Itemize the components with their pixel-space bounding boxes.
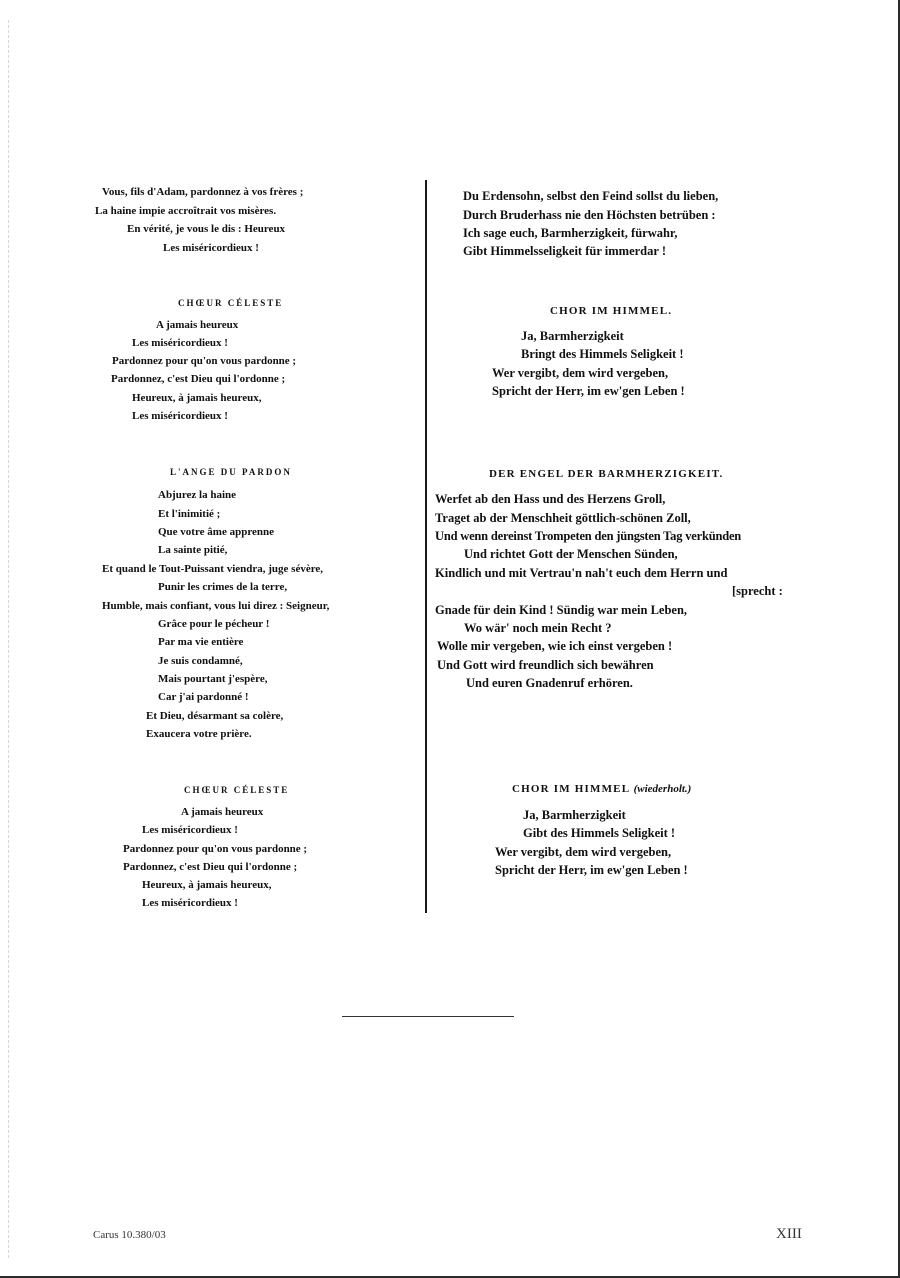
verse-line: Punir les crimes de la terre, <box>158 581 288 593</box>
verse-line: La haine impie accroîtrait vos misères. <box>95 205 277 217</box>
verse-line: A jamais heureux <box>181 806 264 818</box>
german-choir-heading-1: CHOR IM HIMMEL. <box>550 305 673 317</box>
verse-line: Je suis condamné, <box>158 655 243 667</box>
verse-line: Und wenn dereinst Trompeten den jüngsten Tag verkünden <box>435 529 742 543</box>
left-binding-edge <box>8 20 9 1258</box>
verse-line: Traget ab der Menschheit göttlich-schönen Zoll, <box>435 511 691 525</box>
heading-text: CHOR IM HIMMEL <box>512 783 630 795</box>
verse-line: Exaucera votre prière. <box>146 728 252 740</box>
verse-line: Pardonnez, c'est Dieu qui l'ordonne ; <box>111 373 286 385</box>
verse-line: Gnade für dein Kind ! Sündig war mein Leben, <box>435 603 688 617</box>
verse-line: Ja, Barmherzigkeit <box>523 808 626 822</box>
verse-line: Que votre âme apprenne <box>158 526 274 538</box>
verse-line: Les miséricordieux ! <box>132 410 228 422</box>
catalog-number: Carus 10.380/03 <box>93 1229 166 1241</box>
verse-line: Spricht der Herr, im ew'gen Leben ! <box>492 384 685 398</box>
verse-line: Und euren Gnadenruf erhören. <box>466 676 633 690</box>
verse-line: Du Erdensohn, selbst den Feind sollst du lieben, <box>463 189 719 203</box>
verse-line: Gibt des Himmels Seligkeit ! <box>523 826 676 840</box>
verse-line: Ich sage euch, Barmherzigkeit, fürwahr, <box>463 226 678 240</box>
page-number: XIII <box>776 1226 802 1242</box>
verse-line: Les miséricordieux ! <box>163 242 259 254</box>
verse-line: Wolle mir vergeben, wie ich einst vergeben ! <box>437 639 673 653</box>
verse-line: Les miséricordieux ! <box>142 824 238 836</box>
verse-line: Grâce pour le pécheur ! <box>158 618 270 630</box>
french-choir-heading-2: CHŒUR CÉLESTE <box>184 785 290 795</box>
verse-line: Kindlich und mit Vertrau'n nah't euch dem Herrn und <box>435 566 728 580</box>
verse-line: A jamais heureux <box>156 319 239 331</box>
french-angel-heading: L'ANGE DU PARDON <box>170 467 292 477</box>
verse-line: Abjurez la haine <box>158 489 237 501</box>
verse-line: Ja, Barmherzigkeit <box>521 329 624 343</box>
verse-line: Heureux, à jamais heureux, <box>132 392 262 404</box>
verse-line: Heureux, à jamais heureux, <box>142 879 272 891</box>
verse-line: Vous, fils d'Adam, pardonnez à vos frères ; <box>102 186 304 198</box>
verse-line: Pardonnez pour qu'on vous pardonne ; <box>123 843 308 855</box>
verse-line: Wer vergibt, dem wird vergeben, <box>495 845 672 859</box>
verse-line: Bringt des Himmels Seligkeit ! <box>521 347 684 361</box>
verse-line: Und Gott wird freundlich sich bewähren <box>437 658 654 672</box>
verse-line: Par ma vie entière <box>158 636 244 648</box>
verse-line: En vérité, je vous le dis : Heureux <box>127 223 286 235</box>
verse-line: Humble, mais confiant, vous lui direz : Seigneur, <box>102 600 330 612</box>
verse-line: Les miséricordieux ! <box>132 337 228 349</box>
column-divider <box>425 180 427 913</box>
verse-line: La sainte pitié, <box>158 544 228 556</box>
heading-note: (wiederholt.) <box>633 783 692 795</box>
verse-line: Und richtet Gott der Menschen Sünden, <box>464 547 678 561</box>
verse-line: Pardonnez pour qu'on vous pardonne ; <box>112 355 297 367</box>
verse-line: Gibt Himmelsseligkeit für immerdar ! <box>463 244 666 258</box>
verse-line: Wo wär' noch mein Recht ? <box>464 621 612 635</box>
closing-rule <box>342 1016 514 1017</box>
verse-line: Pardonnez, c'est Dieu qui l'ordonne ; <box>123 861 298 873</box>
verse-line: [sprecht : <box>732 584 783 598</box>
verse-line: Et l'inimitié ; <box>158 508 221 520</box>
verse-line: Werfet ab den Hass und des Herzens Groll, <box>435 492 666 506</box>
german-choir-heading-2 <box>512 783 691 795</box>
verse-line: Mais pourtant j'espère, <box>158 673 268 685</box>
german-angel-heading: DER ENGEL DER BARMHERZIGKEIT. <box>489 468 724 480</box>
verse-line: Les miséricordieux ! <box>142 897 238 909</box>
french-choir-heading-1: CHŒUR CÉLESTE <box>178 298 284 308</box>
verse-line: Et quand le Tout-Puissant viendra, juge sévère, <box>102 563 324 575</box>
verse-line: Durch Bruderhass nie den Höchsten betrüben : <box>463 208 716 222</box>
verse-line: Car j'ai pardonné ! <box>158 691 249 703</box>
verse-line: Wer vergibt, dem wird vergeben, <box>492 366 669 380</box>
verse-line: Spricht der Herr, im ew'gen Leben ! <box>495 863 688 877</box>
verse-line: Et Dieu, désarmant sa colère, <box>146 710 284 722</box>
